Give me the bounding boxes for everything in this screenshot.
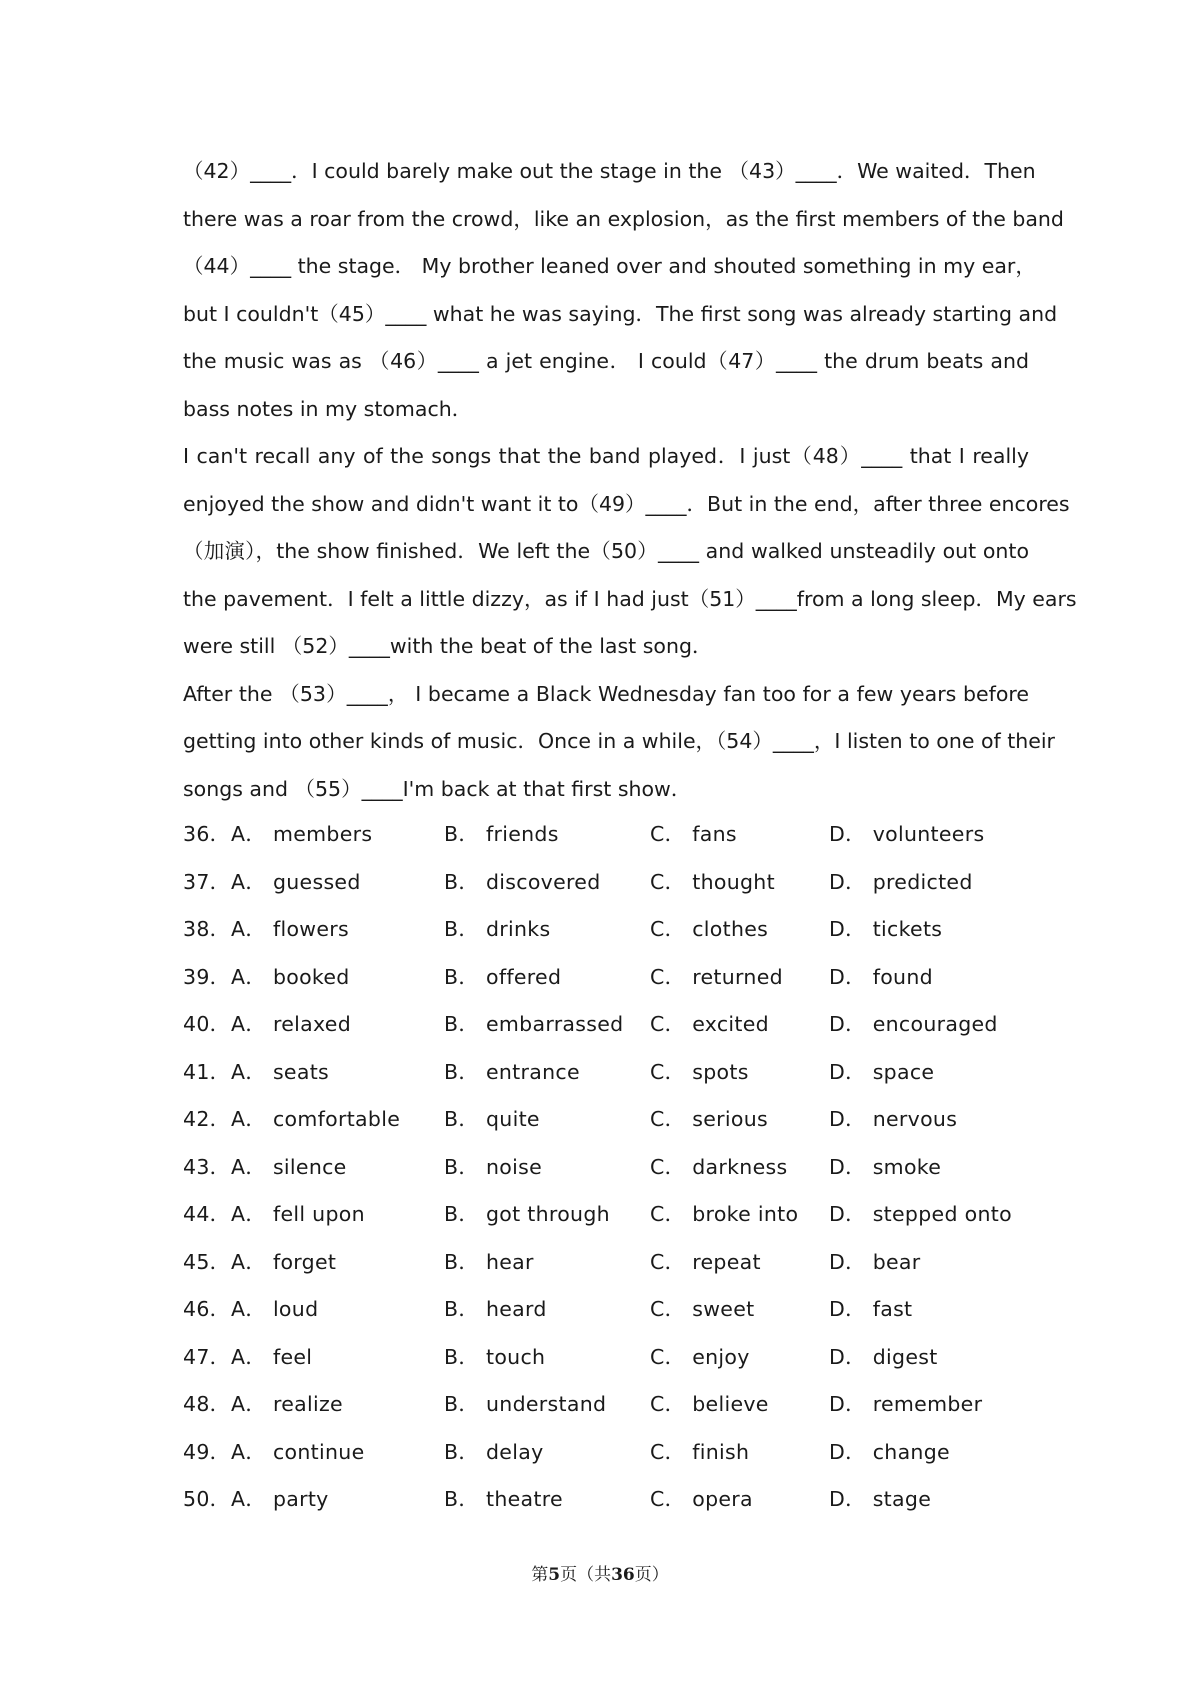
passage-line: （42）____．I could barely make out the stage in the （43）____．We waited．Then	[183, 159, 1036, 183]
option-b: B． discovered	[444, 869, 601, 894]
question-options-row	[183, 906, 1033, 954]
option-c: C． believe	[650, 1392, 769, 1416]
cloze-passage	[183, 148, 1077, 813]
page-footer	[0, 1560, 1200, 1585]
option-d: D． bear	[829, 1249, 921, 1274]
passage-line: were still （52）____with the beat of the last song．	[183, 634, 713, 658]
option-d: D． stage	[829, 1487, 932, 1511]
option-c: C． serious	[650, 1107, 768, 1131]
option-c: C． repeat	[650, 1249, 761, 1274]
option-c: C． spots	[650, 1059, 749, 1084]
option-a: A． silence	[231, 1154, 347, 1179]
footer-suffix: 页）	[634, 1565, 669, 1585]
option-a: A． realize	[231, 1392, 343, 1416]
option-c: C． excited	[650, 1012, 769, 1036]
option-c: C． fans	[650, 822, 737, 846]
option-a: A． members	[231, 822, 373, 846]
option-a: A． party	[231, 1487, 329, 1511]
option-b: B． heard	[444, 1297, 547, 1321]
passage-line: the music was as （46）____ a jet engine． I could（47）____ the drum beats and	[183, 349, 1029, 373]
option-d: D． volunteers	[829, 822, 985, 846]
passage-line: there was a roar from the crowd，like an explosion，as the first members of the band	[183, 206, 1064, 231]
passage-line: After the （53）____， I became a Black Wednesday fan too for a few years before	[183, 681, 1029, 706]
option-b: B． quite	[444, 1107, 540, 1131]
option-d: D． nervous	[829, 1107, 958, 1131]
option-c: C． sweet	[650, 1297, 755, 1321]
option-c: C． darkness	[650, 1154, 788, 1179]
question-number: 49．	[183, 1439, 231, 1464]
passage-line: bass notes in my stomach．	[183, 396, 473, 421]
question-number: 46．	[183, 1297, 231, 1321]
question-number: 47．	[183, 1344, 231, 1369]
option-a: A． continue	[231, 1439, 365, 1464]
question-options-row	[183, 859, 1033, 907]
question-number: 39．	[183, 964, 231, 989]
option-a: A． flowers	[231, 917, 349, 941]
question-options-row	[183, 1144, 1033, 1192]
option-d: D． predicted	[829, 869, 973, 894]
option-d: D． tickets	[829, 917, 943, 941]
option-c: C． broke into	[650, 1202, 799, 1226]
option-a: A． booked	[231, 964, 350, 989]
option-b: B． understand	[444, 1392, 607, 1416]
option-a: A． comfortable	[231, 1107, 401, 1131]
option-a: A． seats	[231, 1059, 330, 1084]
option-c: C． thought	[650, 869, 775, 894]
option-b: B． drinks	[444, 917, 551, 941]
question-options-row	[183, 1239, 1033, 1287]
passage-line: （加演），the show finished．We left the（50）____ and walked unsteadily out onto	[183, 539, 1029, 563]
option-b: B． offered	[444, 964, 562, 989]
passage-line: （44）____ the stage． My brother leaned over and shouted something in my ear，	[183, 254, 1036, 278]
question-number: 37．	[183, 869, 231, 894]
question-options-row	[183, 1334, 1033, 1382]
question-number: 38．	[183, 917, 231, 941]
question-number: 48．	[183, 1392, 231, 1416]
question-options-row	[183, 1049, 1033, 1097]
option-d: D． stepped onto	[829, 1202, 1012, 1226]
option-d: D． found	[829, 964, 933, 989]
option-d: D． fast	[829, 1297, 913, 1321]
question-number: 41．	[183, 1059, 231, 1084]
answer-options	[183, 811, 1033, 1524]
option-b: B． entrance	[444, 1059, 580, 1084]
footer-prefix: 第	[531, 1565, 549, 1585]
option-a: A． loud	[231, 1297, 319, 1321]
option-c: C． clothes	[650, 917, 769, 941]
question-number: 42．	[183, 1107, 231, 1131]
question-options-row	[183, 1096, 1033, 1144]
question-number: 45．	[183, 1249, 231, 1274]
option-a: A． guessed	[231, 869, 361, 894]
option-d: D． remember	[829, 1392, 983, 1416]
question-options-row	[183, 811, 1033, 859]
passage-line: I can't recall any of the songs that the band played．I just（48）____ that I really	[183, 444, 1029, 468]
question-options-row	[183, 1286, 1033, 1334]
question-number: 36．	[183, 822, 231, 846]
option-c: C． enjoy	[650, 1344, 750, 1369]
passage-line: getting into other kinds of music．Once in a while，（54）____，I listen to one of their	[183, 729, 1055, 753]
option-d: D． encouraged	[829, 1012, 998, 1036]
option-b: B． got through	[444, 1202, 610, 1226]
option-c: C． finish	[650, 1439, 750, 1464]
question-number: 44．	[183, 1202, 231, 1226]
footer-page-number: 5	[548, 1565, 561, 1585]
passage-line: the pavement．I felt a little dizzy，as if I had just（51）____from a long sleep．My ears	[183, 586, 1077, 611]
option-b: B． noise	[444, 1154, 543, 1179]
question-options-row	[183, 954, 1033, 1002]
footer-middle: 页（共	[560, 1565, 612, 1585]
option-d: D． change	[829, 1439, 950, 1464]
question-options-row	[183, 1381, 1033, 1429]
passage-line: songs and （55）____I'm back at that first show．	[183, 776, 692, 801]
option-b: B． friends	[444, 822, 559, 846]
question-number: 40．	[183, 1012, 231, 1036]
option-d: D． space	[829, 1059, 935, 1084]
option-d: D． smoke	[829, 1154, 942, 1179]
option-b: B． embarrassed	[444, 1012, 624, 1036]
passage-line: enjoyed the show and didn't want it to（49）____．But in the end，after three encores	[183, 491, 1070, 516]
option-a: A． relaxed	[231, 1012, 352, 1036]
option-b: B． delay	[444, 1439, 544, 1464]
question-options-row	[183, 1476, 1033, 1524]
passage-line: but I couldn't（45）____ what he was saying．The first song was already starting and	[183, 301, 1058, 326]
question-options-row	[183, 1191, 1033, 1239]
question-options-row	[183, 1001, 1033, 1049]
question-number: 50．	[183, 1487, 231, 1511]
option-d: D． digest	[829, 1344, 938, 1369]
question-options-row	[183, 1429, 1033, 1477]
footer-total-pages: 36	[611, 1565, 635, 1585]
option-b: B． touch	[444, 1344, 546, 1369]
option-c: C． returned	[650, 964, 783, 989]
option-b: B． hear	[444, 1249, 534, 1274]
option-c: C． opera	[650, 1487, 753, 1511]
option-a: A． fell upon	[231, 1202, 365, 1226]
option-b: B． theatre	[444, 1487, 563, 1511]
question-number: 43．	[183, 1154, 231, 1179]
option-a: A． feel	[231, 1344, 313, 1369]
option-a: A． forget	[231, 1249, 337, 1274]
